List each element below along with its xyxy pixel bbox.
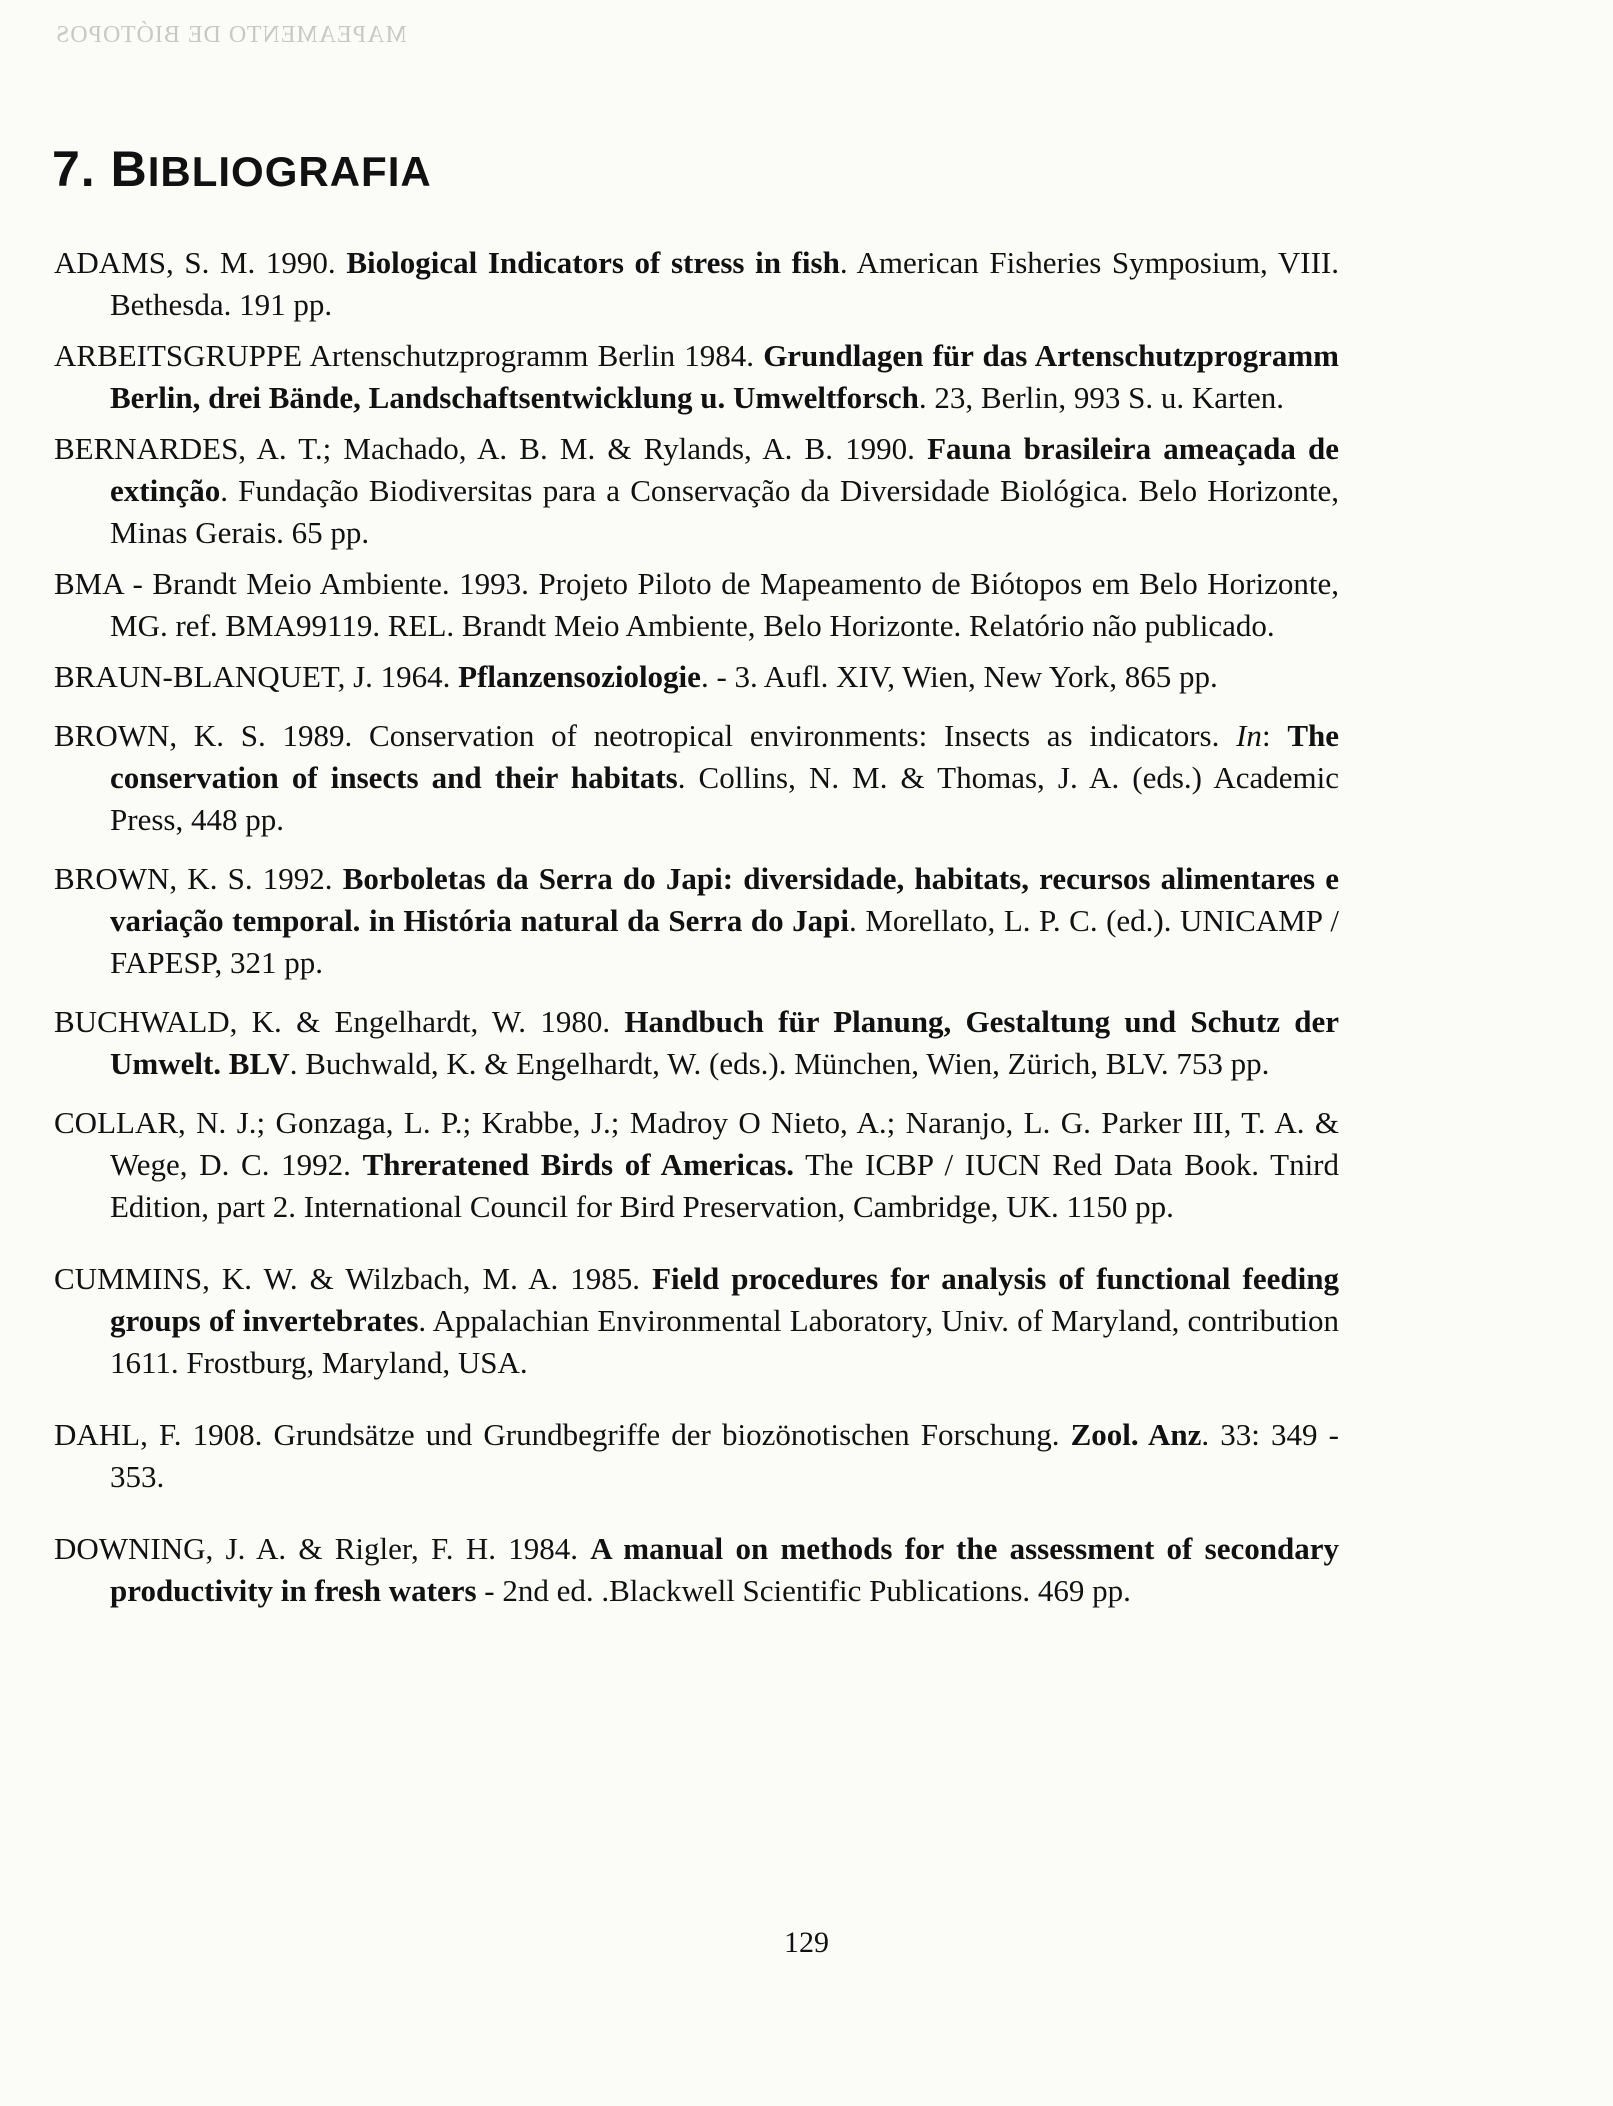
mirrored-running-header: MAPEAMENTO DE BIÓTOPOS <box>55 22 407 48</box>
reference-entry: DAHL, F. 1908. Grundsätze und Grundbegriffe der biozönotischen Forschung. Zool. Anz. 33: 349 - 353. <box>54 1417 1339 1494</box>
reference-entry: CUMMINS, K. W. & Wilzbach, M. A. 1985. Field procedures for analysis of functional feeding groups of invertebrates. Appalachian Environmental Laboratory, Univ. of Maryland, contribution 1611. Frostburg, Maryland, USA. <box>54 1261 1340 1380</box>
section-title-rest: IBLIOGRAFIA <box>147 148 432 195</box>
reference-entry: BROWN, K. S. 1992. Borboletas da Serra do Japi: diversidade, habitats, recursos alimentares e variação temporal. in História natural da Serra do Japi. Morellato, L. P. C. (ed.). UNICAMP / FAPESP, 321 pp. <box>54 861 1339 980</box>
reference-entry: DOWNING, J. A. & Rigler, F. H. 1984. A manual on methods for the assessment of secondary productivity in fresh waters - 2nd ed. .Blackwell Scientific Publications. 469 pp. <box>54 1531 1339 1608</box>
bibliography-list <box>54 242 1339 1612</box>
reference-entry: BRAUN-BLANQUET, J. 1964. Pflanzensoziologie. - 3. Aufl. XIV, Wien, New York, 865 pp. <box>54 659 1218 694</box>
section-heading <box>52 140 432 198</box>
page-number: 129 <box>784 1926 829 1959</box>
reference-entry: BERNARDES, A. T.; Machado, A. B. M. & Rylands, A. B. 1990. Fauna brasileira ameaçada de extinção. Fundação Biodiversitas para a Conservação da Diversidade Biológica. Belo Horizonte, Minas Gerais. 65 pp. <box>54 431 1339 550</box>
reference-entry: ARBEITSGRUPPE Artenschutzprogramm Berlin 1984. Grundlagen für das Artenschutzprogramm Berlin, drei Bände, Landschaftsentwicklung u. Umweltforsch. 23, Berlin, 993 S. u. Karten. <box>54 338 1339 415</box>
reference-entry: BUCHWALD, K. & Engelhardt, W. 1980. Handbuch für Planung, Gestaltung und Schutz der Umwelt. BLV. Buchwald, K. & Engelhardt, W. (eds.). München, Wien, Zürich, BLV. 753 pp. <box>54 1004 1339 1081</box>
reference-entry: ADAMS, S. M. 1990. Biological Indicators of stress in fish. American Fisheries Symposium, VIII. Bethesda. 191 pp. <box>54 245 1339 322</box>
section-number: 7. <box>52 141 96 197</box>
section-title-initial: B <box>110 141 148 197</box>
reference-entry: BROWN, K. S. 1989. Conservation of neotropical environments: Insects as indicators. In: The conservation of insects and their habitats. Collins, N. M. & Thomas, J. A. (eds.) Academic Press, 448 pp. <box>54 718 1340 837</box>
reference-entry: COLLAR, N. J.; Gonzaga, L. P.; Krabbe, J.; Madroy O Nieto, A.; Naranjo, L. G. Parker III, T. A. & Wege, D. C. 1992. Threratened Birds of Americas. The ICBP / IUCN Red Data Book. Tnird Edition, part 2. International Council for Bird Preservation, Cambridge, UK. 1150 pp. <box>54 1105 1339 1224</box>
reference-entry: BMA - Brandt Meio Ambiente. 1993. Projeto Piloto de Mapeamento de Biótopos em Belo Horizonte, MG. ref. BMA99119. REL. Brandt Meio Ambiente, Belo Horizonte. Relatório não publicado. <box>54 566 1339 643</box>
